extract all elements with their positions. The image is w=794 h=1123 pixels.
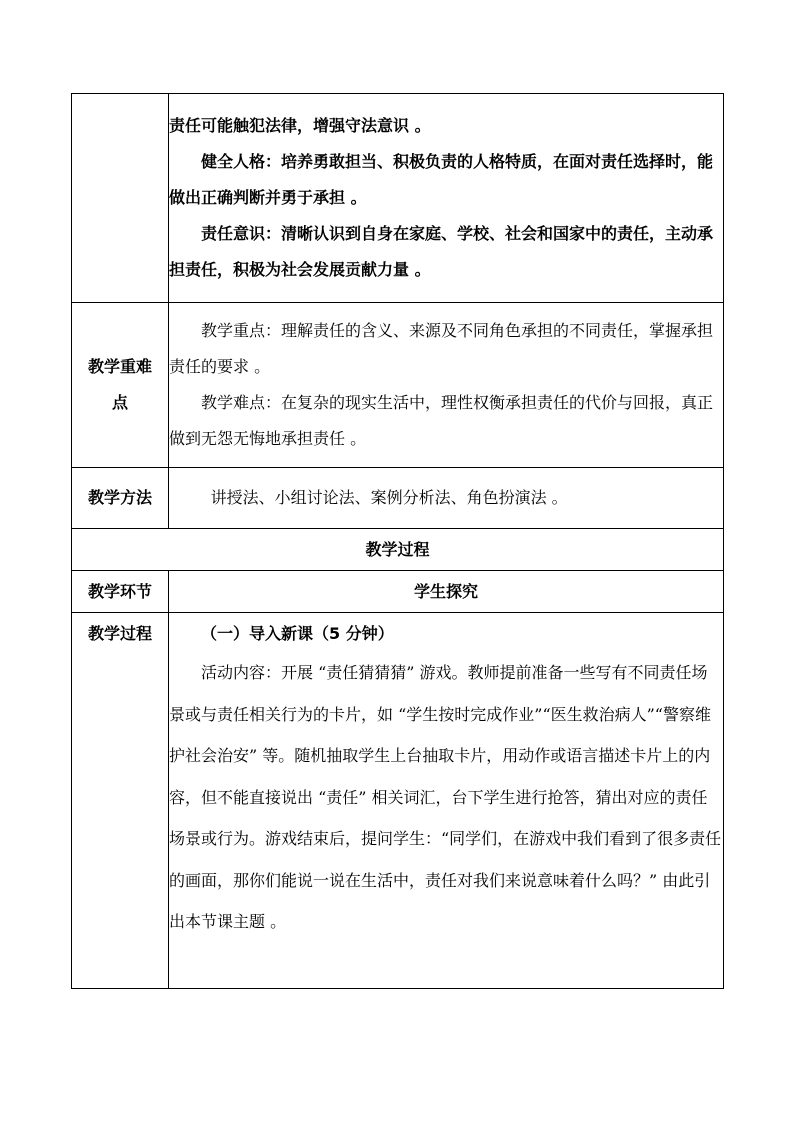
methods-text: 讲授法、小组讨论法、案例分析法、角色扮演法 。 bbox=[210, 488, 568, 507]
key-points-label bbox=[72, 303, 169, 468]
stage-row bbox=[72, 571, 724, 613]
process-section-heading: （一）导入新课（5 分钟） bbox=[201, 624, 394, 643]
process-content-cell bbox=[169, 613, 724, 989]
goals-personality-paragraph: 健全人格：培养勇敢担当、积极负责的人格特质，在面对责任选择时，能做出正确判断并勇于承担 。 bbox=[169, 152, 714, 207]
methods-content-cell bbox=[169, 468, 724, 529]
goals-law-paragraph: 责任可能触犯法律，增强守法意识 。 bbox=[169, 116, 431, 135]
goals-content-cell bbox=[169, 94, 724, 303]
difficulty-paragraph: 教学难点：在复杂的现实生活中，理性权衡承担责任的代价与回报，真正做到无怨无悔地承担责任 。 bbox=[169, 393, 714, 448]
process-label: 教学过程 bbox=[72, 613, 169, 989]
process-header-row bbox=[72, 529, 724, 571]
goals-responsibility-paragraph: 责任意识：清晰认识到自身在家庭、学校、社会和国家中的责任，主动承担责任，积极为社会发展贡献力量 。 bbox=[169, 224, 714, 279]
process-row bbox=[72, 613, 724, 989]
stage-label: 教学环节 bbox=[72, 571, 169, 613]
lesson-plan-table bbox=[71, 93, 724, 989]
key-point-paragraph: 教学重点：理解责任的含义、来源及不同角色承担的不同责任，掌握承担责任的要求 。 bbox=[169, 321, 714, 376]
goals-label-cell bbox=[72, 94, 169, 303]
methods-row bbox=[72, 468, 724, 529]
key-points-label-text: 教学重难点 bbox=[87, 357, 152, 412]
methods-label: 教学方法 bbox=[72, 468, 169, 529]
key-points-row bbox=[72, 303, 724, 468]
goals-row bbox=[72, 94, 724, 303]
process-activity-paragraph: 活动内容：开展 “责任猜猜猜” 游戏。教师提前准备一些写有不同责任场景或与责任相关行为的卡片，如 “学生按时完成作业”“医生救治病人”“警察维护社会治安” 等。随机抽取学生上台抽取卡片，用动作或语言描述卡片上的内容，但不能直接说出 “责任” 相关词汇，台下学生进行抢答，猜出对应的责任场景或行为。游戏结束后，提问学生：“同学们，在游戏中我们看到了很多责任的画面，那你们能说一说在生活中，责任对我们来说意味着什么吗？” 由此引出本节课主题 。 bbox=[169, 663, 722, 931]
key-points-content-cell bbox=[169, 303, 724, 468]
stage-value: 学生探究 bbox=[169, 571, 724, 613]
process-header: 教学过程 bbox=[72, 529, 724, 571]
